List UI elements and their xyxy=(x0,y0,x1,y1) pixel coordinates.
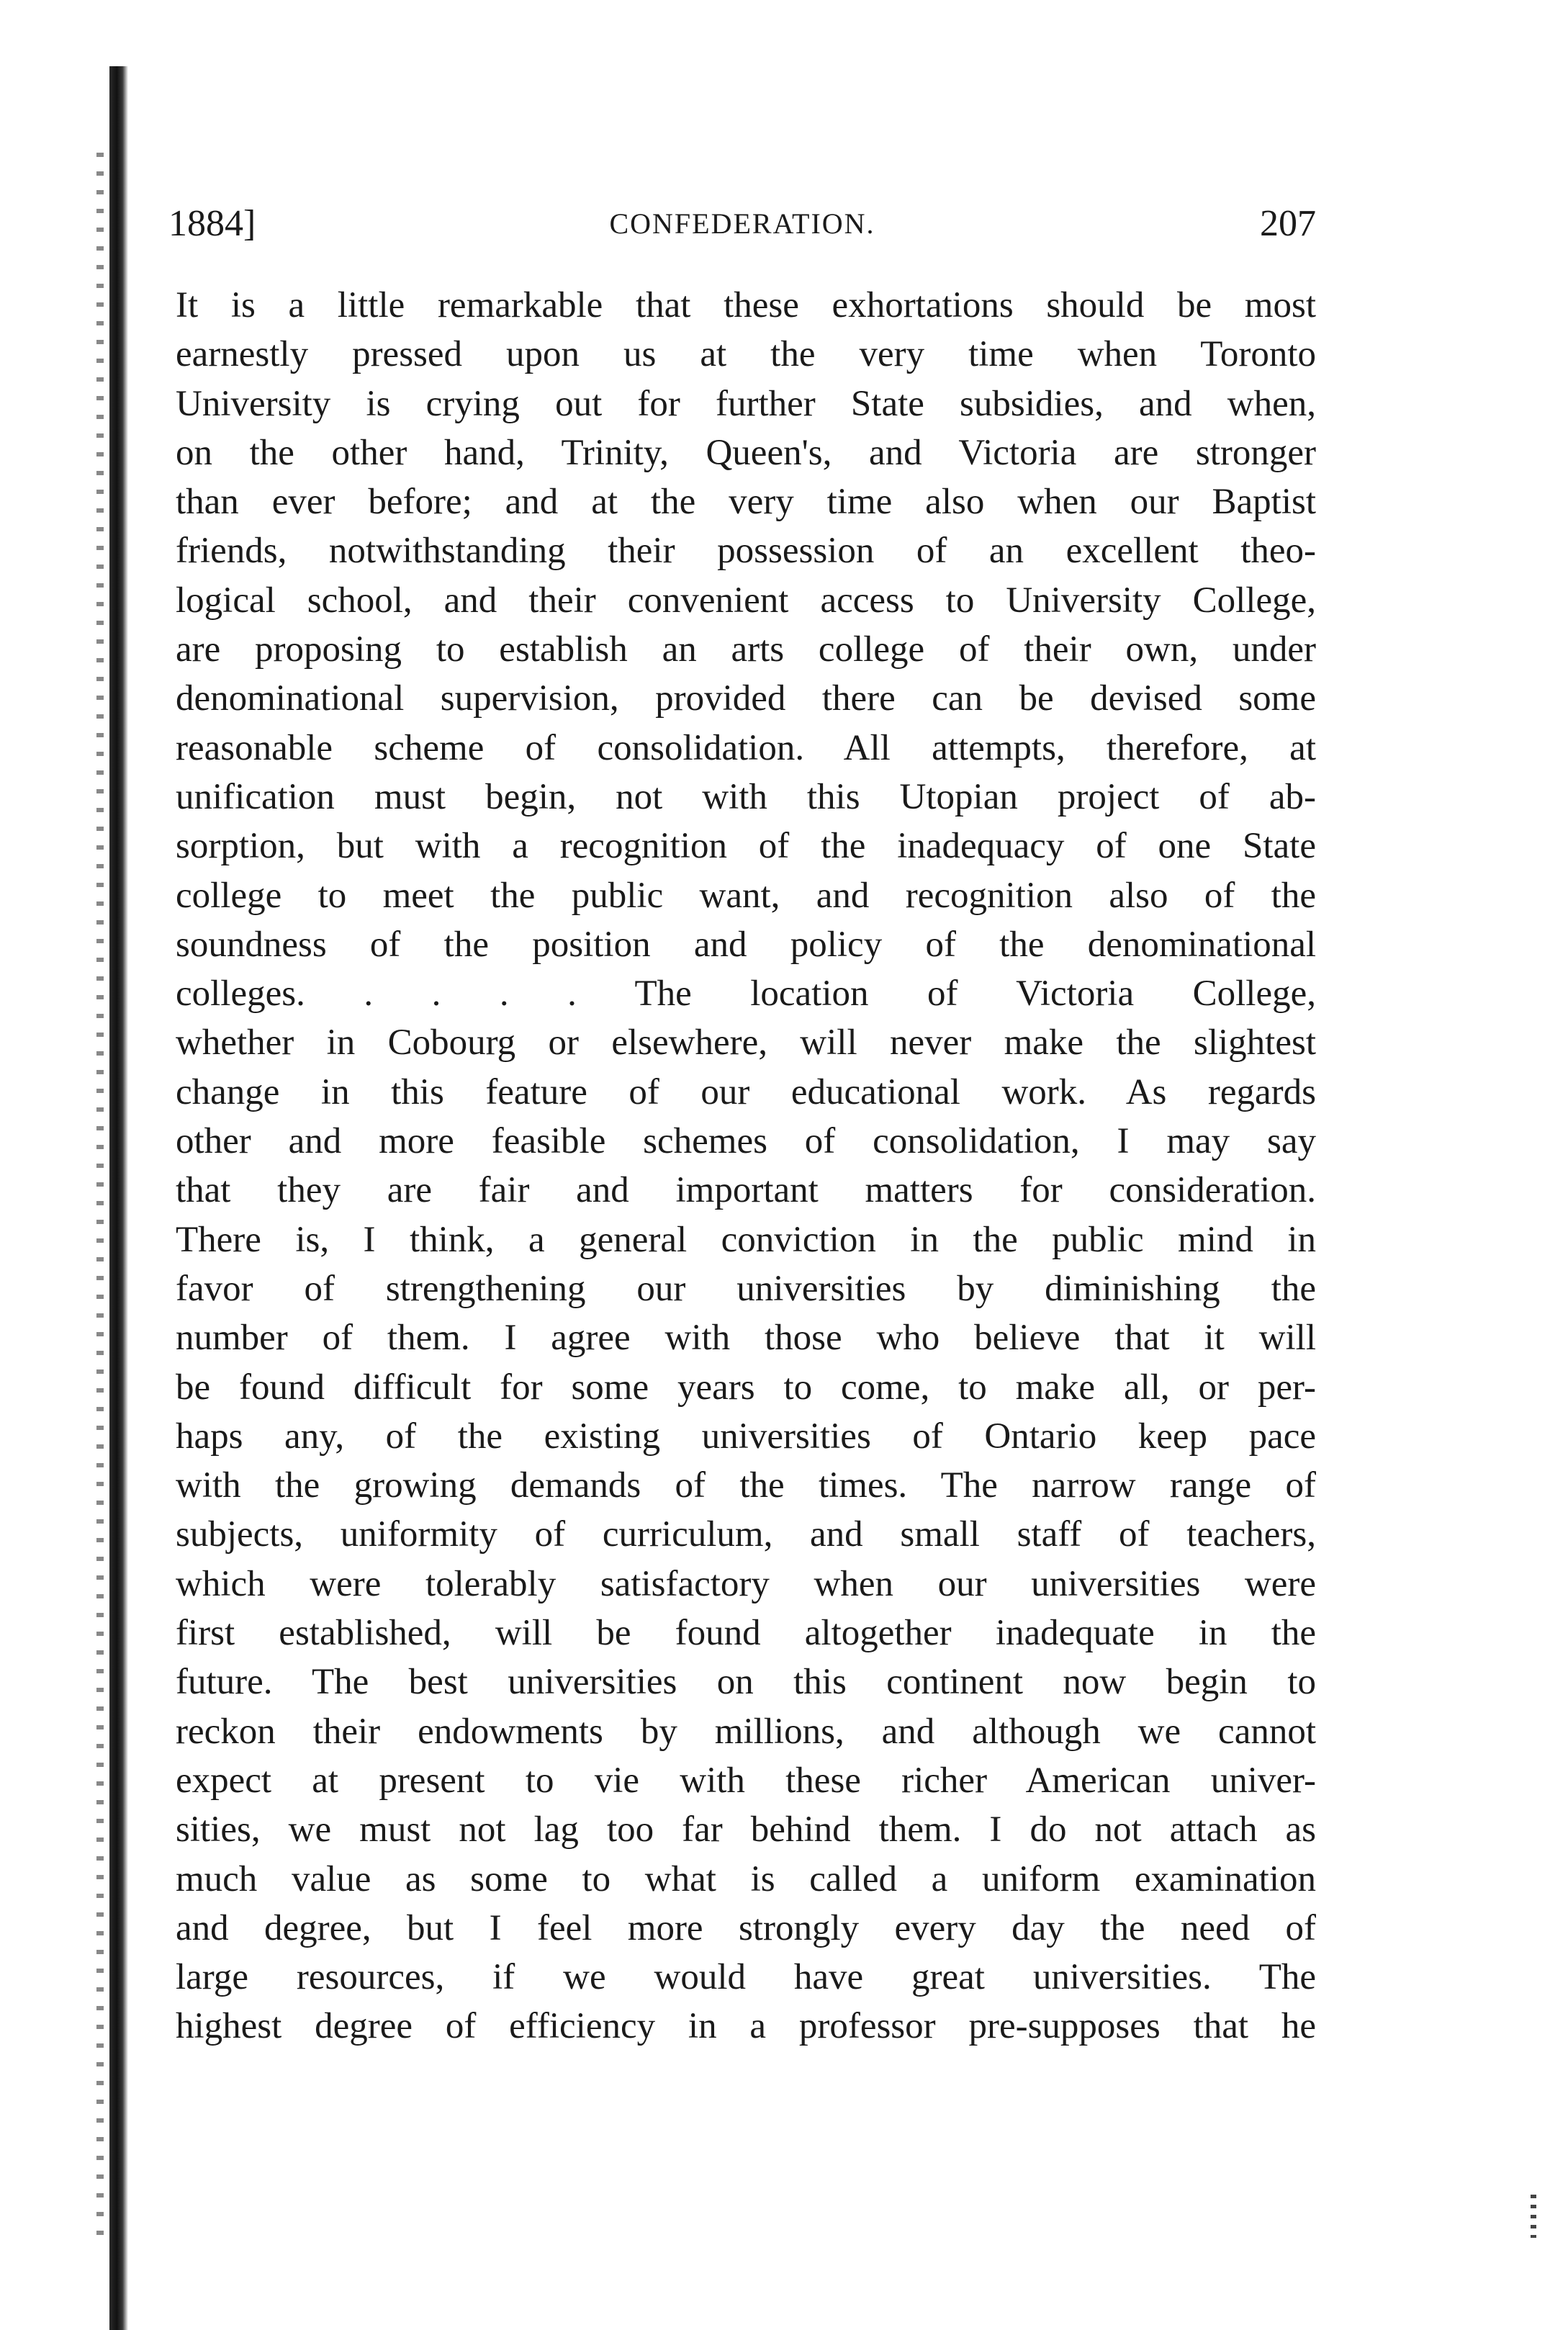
text-line: which were tolerably satisfactory when our universities were xyxy=(176,1563,1316,1604)
text-line: than ever before; and at the very time also when our Baptist xyxy=(176,482,1316,523)
scan-artifact xyxy=(1531,2195,1536,2238)
text-line: large resources, if we would have great universities. The xyxy=(176,1957,1316,1998)
text-line: be found difficult for some years to come, to make all, or per- xyxy=(176,1367,1316,1408)
text-line: are proposing to establish an arts college of their own, under xyxy=(176,629,1316,670)
text-line: much value as some to what is called a uniform examination xyxy=(176,1858,1316,1899)
running-header xyxy=(168,199,1316,249)
text-line: other and more feasible schemes of consolidation, I may say xyxy=(176,1121,1316,1162)
text-line: reckon their endowments by millions, and although we cannot xyxy=(176,1711,1316,1752)
text-line: unification must begin, not with this Utopian project of ab- xyxy=(176,776,1316,817)
text-line: with the growing demands of the times. The narrow range of xyxy=(176,1465,1316,1506)
text-line: subjects, uniformity of curriculum, and small staff of teachers, xyxy=(176,1514,1316,1555)
text-line: that they are fair and important matters for consideration. xyxy=(176,1170,1316,1211)
text-line: favor of strengthening our universities by diminishing the xyxy=(176,1268,1316,1309)
body-text xyxy=(176,281,1316,2051)
text-line: haps any, of the existing universities of Ontario keep pace xyxy=(176,1416,1316,1457)
text-line: sorption, but with a recognition of the inadequacy of one State xyxy=(176,826,1316,867)
text-line: colleges. . . . . The location of Victoria College, xyxy=(176,973,1316,1015)
text-line: whether in Cobourg or elsewhere, will never make the slightest xyxy=(176,1022,1316,1063)
text-line: It is a little remarkable that these exhortations should be most xyxy=(176,285,1316,325)
text-line: change in this feature of our educational work. As regards xyxy=(176,1071,1316,1112)
page-number: 207 xyxy=(1260,203,1316,244)
text-line: soundness of the position and policy of the denominational xyxy=(176,924,1316,965)
header-year: 1884] xyxy=(168,203,256,244)
text-line: college to meet the public want, and recognition also of the xyxy=(176,875,1316,916)
text-line: earnestly pressed upon us at the very time when Toronto xyxy=(176,334,1316,375)
text-line: and degree, but I feel more strongly every day the need of xyxy=(176,1907,1316,1948)
text-line: future. The best universities on this continent now begin to xyxy=(176,1662,1316,1703)
text-line: expect at present to vie with these richer American univer- xyxy=(176,1760,1316,1801)
text-line: reasonable scheme of consolidation. All attempts, therefore, at xyxy=(176,727,1316,768)
text-line: highest degree of efficiency in a professor pre-supposes that he xyxy=(176,2006,1316,2047)
text-line: number of them. I agree with those who believe that it will xyxy=(176,1318,1316,1359)
text-line: sities, we must not lag too far behind them. I do not attach as xyxy=(176,1809,1316,1850)
page-binding-edge xyxy=(109,66,128,2330)
text-line: friends, notwithstanding their possession of an excellent theo- xyxy=(176,531,1316,572)
text-line: on the other hand, Trinity, Queen's, and Victoria are stronger xyxy=(176,432,1316,473)
header-title: CONFEDERATION. xyxy=(609,207,875,240)
text-line: denominational supervision, provided there can be devised some xyxy=(176,678,1316,719)
text-line: There is, I think, a general conviction in the public mind in xyxy=(176,1219,1316,1260)
text-line: University is crying out for further State subsidies, and when, xyxy=(176,383,1316,424)
text-line: logical school, and their convenient access to University College, xyxy=(176,580,1316,621)
text-line: first established, will be found altogether inadequate in the xyxy=(176,1613,1316,1654)
